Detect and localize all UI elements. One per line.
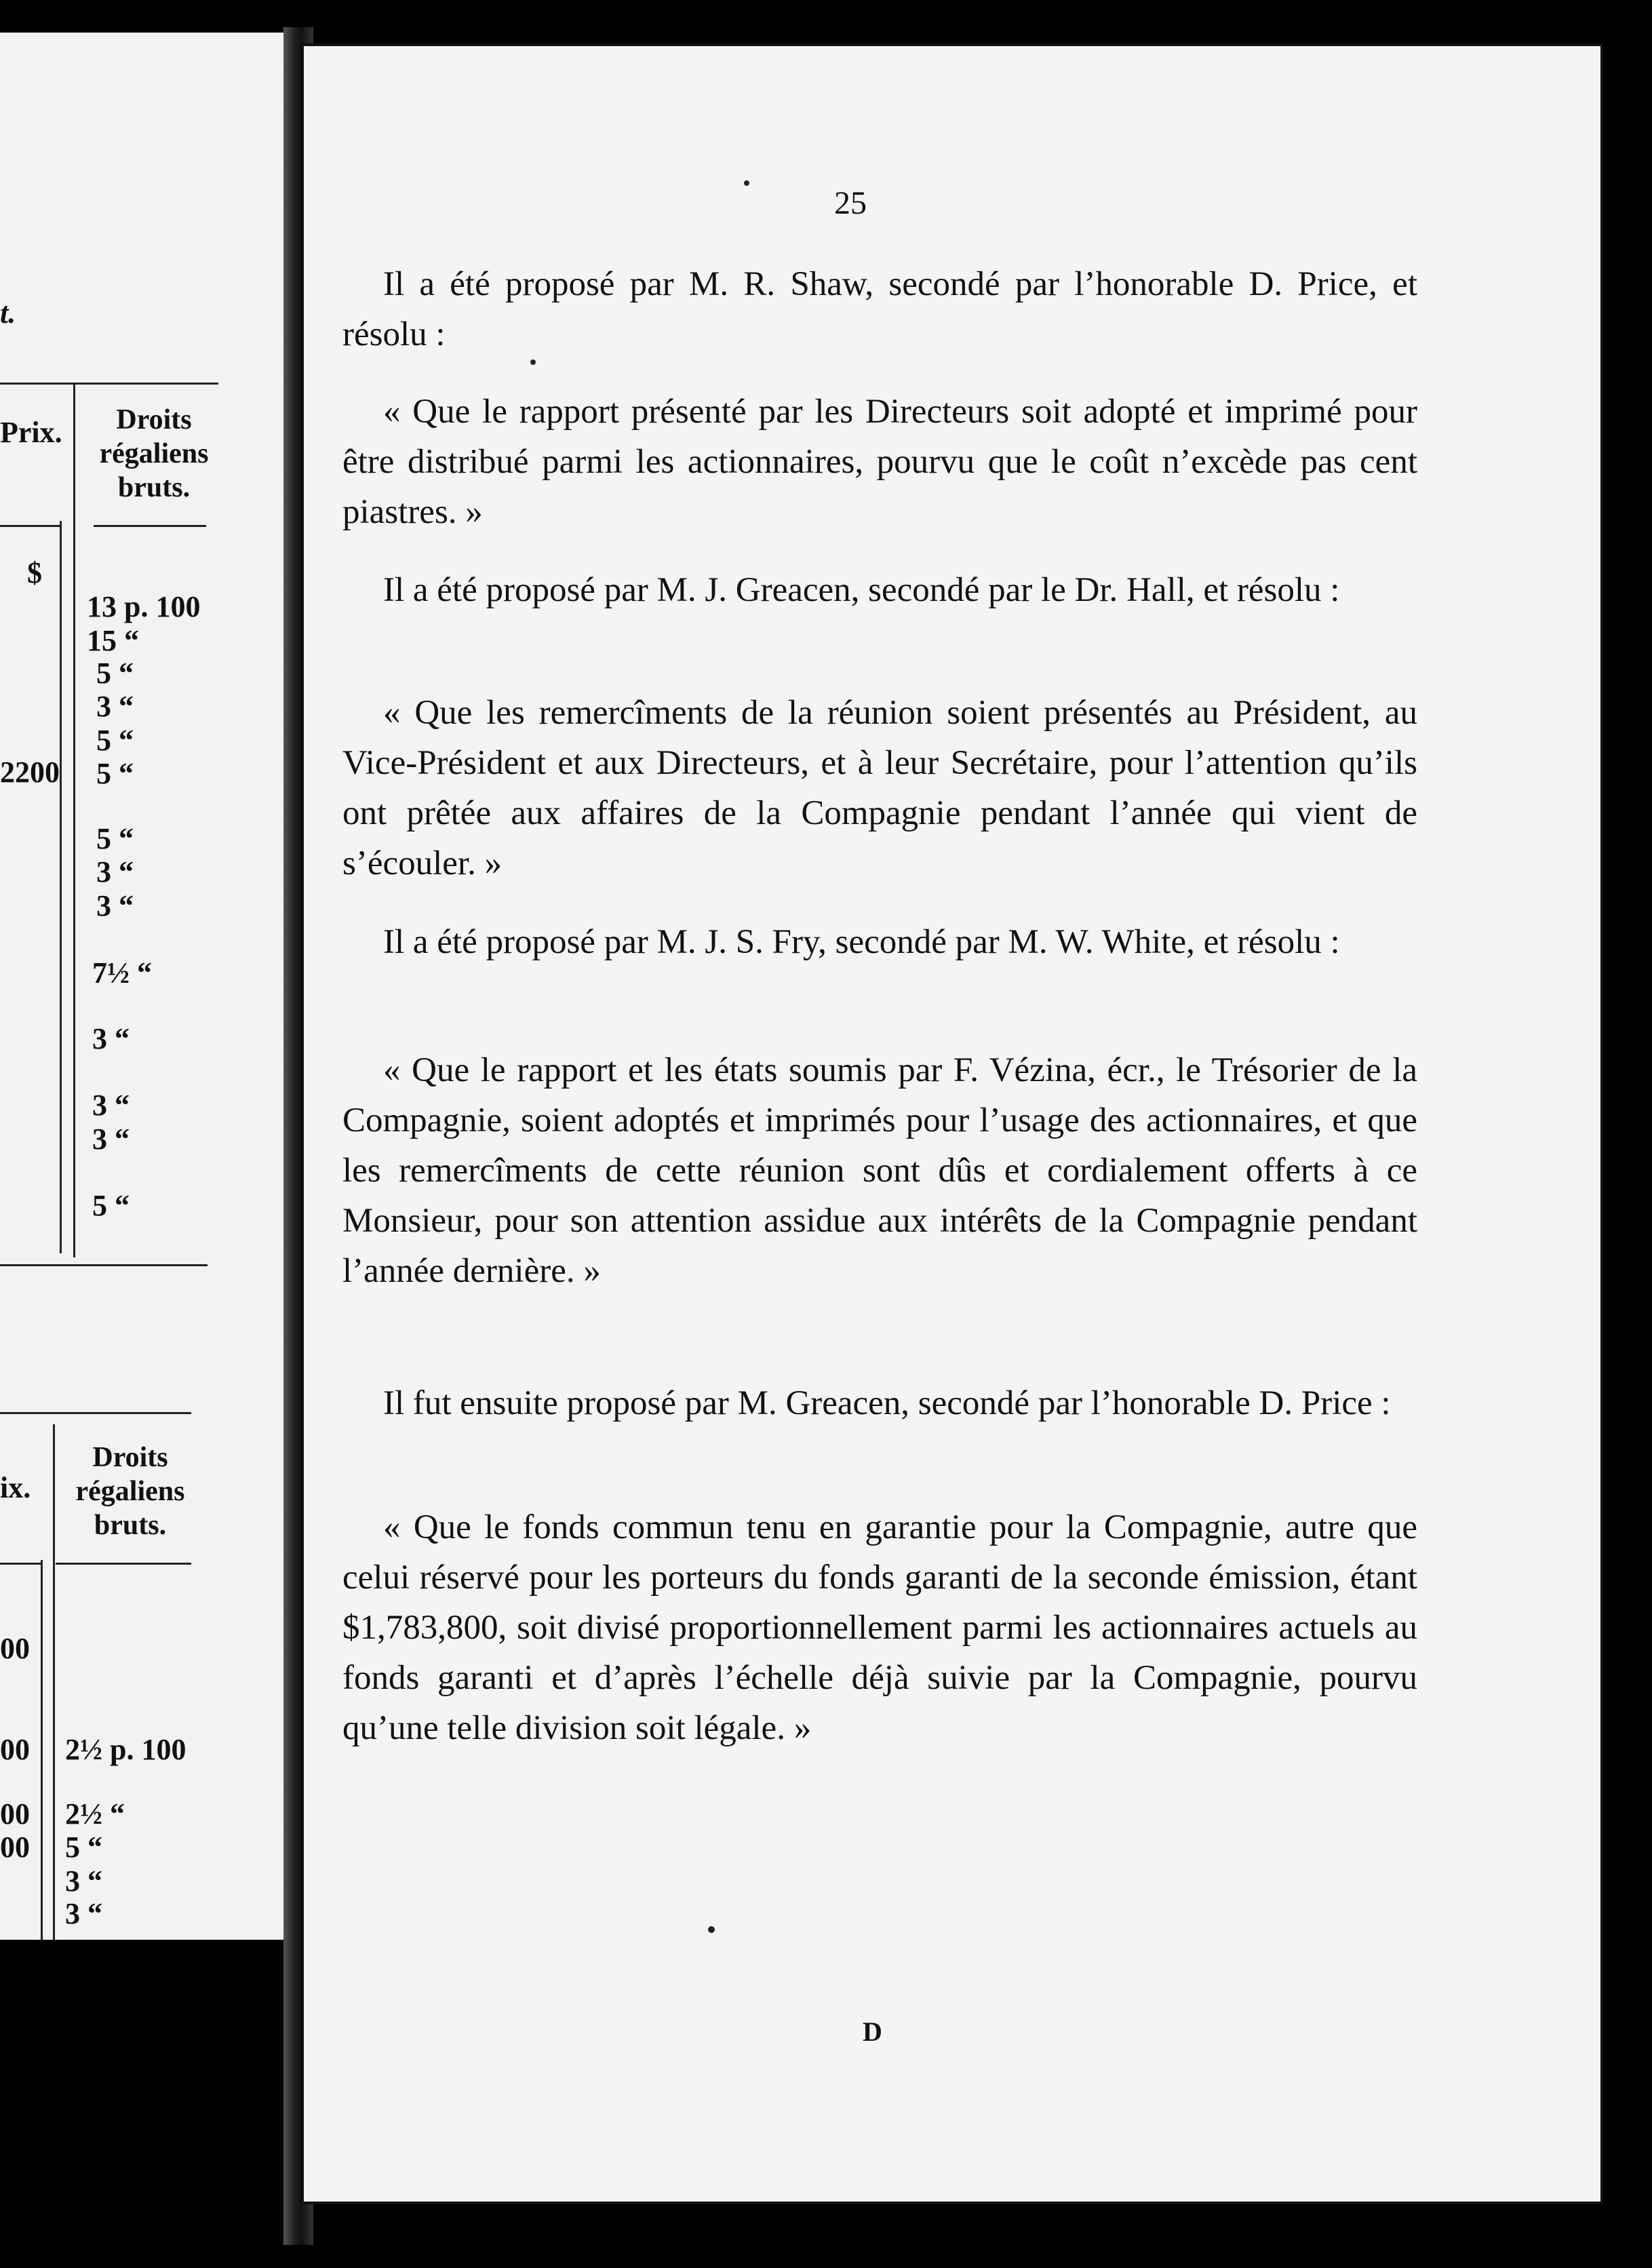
table1-top-rule xyxy=(0,383,218,385)
table1-bottom-rule xyxy=(0,1264,208,1266)
table2-column-divider xyxy=(53,1424,55,1940)
table1-heading-fragment: t. xyxy=(0,296,16,330)
resolution-rapport: « Que le rapport présenté par les Directeurs soit adopté et imprimé pour être distribué parmi les actionnaires, pourvu que le coût n’excède pas cent piastres. » xyxy=(342,393,1417,531)
table1-prix-value: 2200 xyxy=(0,756,60,789)
ink-speck xyxy=(530,359,536,365)
motion-greacen-price: Il fut ensuite proposé par M. Greacen, secondé par l’honorable D. Price : xyxy=(383,1384,1391,1422)
table1-column-divider-right xyxy=(60,521,62,1253)
motion-fry: Il a été proposé par M. J. S. Fry, secondé par M. W. White, et résolu : xyxy=(383,923,1340,961)
ink-speck xyxy=(708,1926,715,1933)
table1-col-prix: Prix. xyxy=(0,416,62,449)
signature-mark: D xyxy=(863,2016,882,2047)
table1-column-divider xyxy=(73,383,75,1257)
resolution-tresorier: « Que le rapport et les états soumis par F. Vézina, écr., le Trésorier de la Compagnie, soient adoptés et imprimés pour l’usage des actionnaires, et que les remercîments de cette réunion sont dûs et cordialement offerts à ce Monsieur, pour son attention assidue aux intérêts de la Compagnie pendant l’année dernière. » xyxy=(342,1051,1417,1290)
table2-col-prix: ix. xyxy=(0,1471,31,1504)
table2-column-divider-right xyxy=(41,1560,43,1940)
table1-col-droits: Droits régaliens bruts. xyxy=(99,404,209,503)
table2-header-rule xyxy=(0,1563,41,1565)
resolution-fonds-commun: « Que le fonds commun tenu en garantie pour la Compagnie, autre que celui réservé pour les porteurs du fonds garanti de la seconde émission, étant $1,783,800, soit divisé proportionnellement parmi les actionnaires actuels au fonds garanti et d’après l’échelle déjà suivie par la Compagnie, pourvu qu’une telle division soit légale. » xyxy=(342,1508,1417,1747)
previous-page-fragment: t. Prix. Droits régaliens bruts. $ 2200 13 p. 100 15 “ 5 “ 3 “ 5 “ 5 “ 5 “ 3 “ 3 “ 7½ “ 3 “ 3 “ 3 “ 5 “ ix. Droits régaliens bruts. 00 00 00 00 2½ p. 100 2½ “ 5 “ 3 “ 3 “ xyxy=(0,33,283,1940)
table2-top-rule xyxy=(0,1412,191,1414)
page-number: 25 xyxy=(834,185,867,221)
motion-shaw: Il a été proposé par M. R. Shaw, secondé par l’honorable D. Price, et résolu : xyxy=(342,265,1417,353)
table1-currency: $ xyxy=(27,556,42,589)
table1-header-rule-droits xyxy=(94,525,206,527)
table2-header-rule-droits xyxy=(56,1563,191,1565)
ink-speck xyxy=(744,180,749,186)
resolution-remerciments: « Que les remercîments de la réunion soient présentés au Président, au Vice-Président et aux Directeurs, et à leur Secrétaire, pour l’attention qu’ils ont prêtée aux affaires de la Compagnie pendant l’année qui vient de s’écouler. » xyxy=(342,694,1417,882)
motion-greacen: Il a été proposé par M. J. Greacen, secondé par le Dr. Hall, et résolu : xyxy=(383,571,1340,609)
table1-header-rule xyxy=(0,525,61,527)
table2-col-droits: Droits régaliens bruts. xyxy=(75,1442,185,1541)
